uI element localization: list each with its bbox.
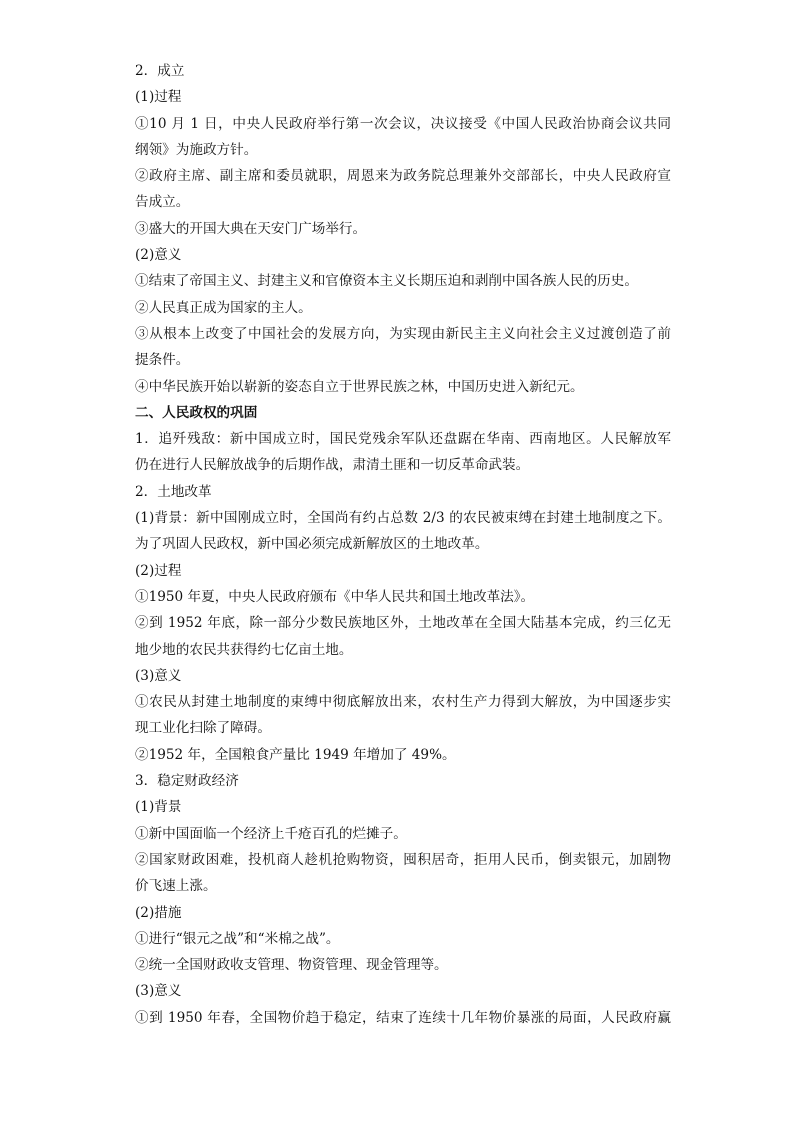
subsection-heading: (3)意义 [135,983,182,1000]
section-heading: 2．成立 [135,63,185,79]
text-line: ②统一全国财政收支管理、物资管理、现金管理等。 [135,957,448,974]
subsection-heading: (3)意义 [135,667,182,684]
text-line: ①农民从封建土地制度的束缚中彻底解放出来，农村生产力得到大解放，为中国逐步实 [135,694,671,711]
text-line: ③盛大的开国大典在天安门广场举行。 [135,220,367,237]
text-line: 1．追歼残敌：新中国成立时，国民党残余军队还盘踞在华南、西南地区。人民解放军 [135,431,671,448]
text-line: 现工业化扫除了障碍。 [135,720,271,737]
document-page [135,58,671,1031]
subsection-heading: (2)意义 [135,247,182,264]
text-line: ①10 月 1 日，中央人民政府举行第一次会议，决议接受《中国人民政治协商会议共同 [135,115,671,132]
text-line: (1)背景：新中国刚成立时，全国尚有约占总数 2/3 的农民被束缚在封建土地制度之下。 [135,510,671,527]
text-line: ④中华民族开始以崭新的姿态自立于世界民族之林，中国历史进入新纪元。 [135,378,584,395]
subsection-heading: (1)背景 [135,799,182,816]
text-line: 价飞速上涨。 [135,878,217,895]
text-line: ②1952 年，全国粮食产量比 1949 年增加了 49%。 [135,746,456,763]
text-line: ②政府主席、副主席和委员就职，周恩来为政务院总理兼外交部部长，中央人民政府宣 [135,168,671,185]
text-line: ②国家财政困难，投机商人趁机抢购物资，囤积居奇，拒用人民币，倒卖银元，加剧物 [135,851,671,868]
text-line: ①进行“银元之战”和“米棉之战”。 [135,930,340,947]
text-line: ③从根本上改变了中国社会的发展方向，为实现由新民主主义向社会主义过渡创造了前 [135,325,671,342]
subsection-heading: (2)措施 [135,904,182,921]
text-line: 告成立。 [135,194,190,211]
text-line: ①1950 年夏，中央人民政府颁布《中华人民共和国土地改革法》。 [135,588,535,605]
text-line: 仍在进行人民解放战争的后期作战，肃清土匪和一切反革命武装。 [135,457,530,474]
chapter-heading: 二、人民政权的巩固 [135,404,258,421]
text-line: ②人民真正成为国家的主人。 [135,299,312,316]
text-line: 地少地的农民共获得约七亿亩土地。 [135,641,353,658]
text-line: 为了巩固人民政权，新中国必须完成新解放区的土地改革。 [135,536,489,553]
subsection-heading: (1)过程 [135,89,182,106]
text-line: ①结束了帝国主义、封建主义和官僚资本主义长期压迫和剥削中国各族人民的历史。 [135,273,638,290]
text-line: ①到 1950 年春，全国物价趋于稳定，结束了连续十几年物价暴涨的局面，人民政府赢 [135,1009,671,1026]
text-line: ①新中国面临一个经济上千疮百孔的烂摊子。 [135,825,407,842]
subsection-heading: (2)过程 [135,562,182,579]
text-line: 纲领》为施政方针。 [135,141,258,158]
text-line: 提条件。 [135,352,190,369]
section-heading: 2．土地改革 [135,483,212,500]
text-line: ②到 1952 年底，除一部分少数民族地区外，土地改革在全国大陆基本完成，约三亿无 [135,615,671,632]
section-heading: 3．稳定财政经济 [135,773,239,790]
